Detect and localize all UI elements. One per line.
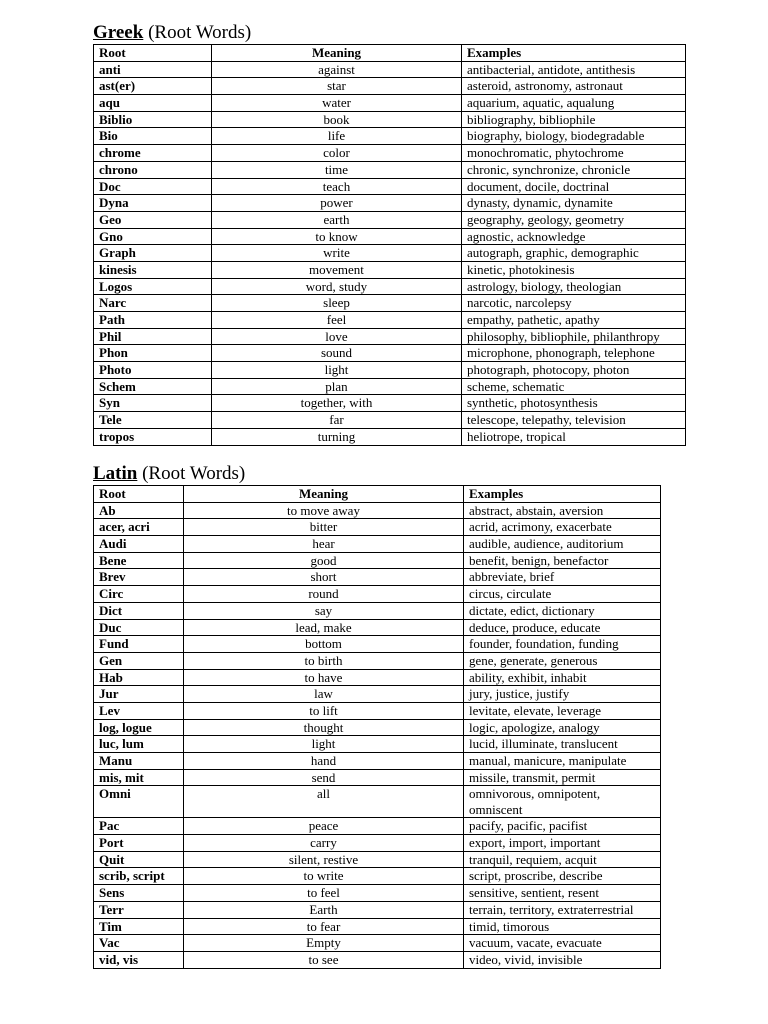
root-cell: Graph bbox=[94, 245, 212, 262]
table-row bbox=[94, 261, 686, 278]
meaning-cell: far bbox=[212, 412, 462, 429]
examples-cell: deduce, produce, educate bbox=[464, 619, 661, 636]
examples-cell: monochromatic, phytochrome bbox=[462, 145, 686, 162]
greek-title-suffix: (Root Words) bbox=[143, 22, 252, 43]
table-row bbox=[94, 586, 661, 603]
root-cell: aqu bbox=[94, 95, 212, 112]
table-row bbox=[94, 211, 686, 228]
table-row bbox=[94, 769, 661, 786]
table-header-row bbox=[94, 45, 686, 62]
meaning-cell: water bbox=[212, 95, 462, 112]
table-row bbox=[94, 111, 686, 128]
root-cell: chrome bbox=[94, 145, 212, 162]
table-row bbox=[94, 636, 661, 653]
root-cell: Quit bbox=[94, 851, 184, 868]
greek-section-title bbox=[93, 22, 251, 44]
meaning-cell: good bbox=[184, 552, 464, 569]
examples-cell: agnostic, acknowledge bbox=[462, 228, 686, 245]
meaning-cell: earth bbox=[212, 211, 462, 228]
examples-cell: microphone, phonograph, telephone bbox=[462, 345, 686, 362]
table-row bbox=[94, 552, 661, 569]
examples-cell: autograph, graphic, demographic bbox=[462, 245, 686, 262]
examples-cell: aquarium, aquatic, aqualung bbox=[462, 95, 686, 112]
examples-cell: document, docile, doctrinal bbox=[462, 178, 686, 195]
root-cell: Tele bbox=[94, 412, 212, 429]
root-cell: log, logue bbox=[94, 719, 184, 736]
meaning-cell: to write bbox=[184, 868, 464, 885]
root-cell: Ab bbox=[94, 502, 184, 519]
meaning-cell: star bbox=[212, 78, 462, 95]
examples-cell: audible, audience, auditorium bbox=[464, 536, 661, 553]
table-row bbox=[94, 145, 686, 162]
table-row bbox=[94, 652, 661, 669]
table-row bbox=[94, 901, 661, 918]
meaning-cell: together, with bbox=[212, 395, 462, 412]
greek-roots-table bbox=[93, 44, 686, 446]
meaning-cell: Earth bbox=[184, 901, 464, 918]
root-cell: Geo bbox=[94, 211, 212, 228]
table-row bbox=[94, 602, 661, 619]
examples-cell: founder, foundation, funding bbox=[464, 636, 661, 653]
meaning-cell: hand bbox=[184, 753, 464, 770]
meaning-cell: love bbox=[212, 328, 462, 345]
table-row bbox=[94, 428, 686, 445]
examples-cell: kinetic, photokinesis bbox=[462, 261, 686, 278]
meaning-cell: lead, make bbox=[184, 619, 464, 636]
meaning-cell: light bbox=[212, 362, 462, 379]
table-row bbox=[94, 536, 661, 553]
meaning-cell: light bbox=[184, 736, 464, 753]
root-cell: Phil bbox=[94, 328, 212, 345]
root-cell: Brev bbox=[94, 569, 184, 586]
root-cell: Terr bbox=[94, 901, 184, 918]
examples-cell: logic, apologize, analogy bbox=[464, 719, 661, 736]
table-row bbox=[94, 228, 686, 245]
table-row bbox=[94, 569, 661, 586]
root-cell: Bio bbox=[94, 128, 212, 145]
root-cell: Phon bbox=[94, 345, 212, 362]
root-cell: Hab bbox=[94, 669, 184, 686]
table-row bbox=[94, 161, 686, 178]
examples-cell: timid, timorous bbox=[464, 918, 661, 935]
examples-cell: sensitive, sentient, resent bbox=[464, 885, 661, 902]
latin-roots-table bbox=[93, 485, 661, 969]
meaning-cell: to see bbox=[184, 951, 464, 968]
meaning-cell: to have bbox=[184, 669, 464, 686]
examples-cell: synthetic, photosynthesis bbox=[462, 395, 686, 412]
table-row bbox=[94, 245, 686, 262]
meaning-cell: hear bbox=[184, 536, 464, 553]
examples-cell: antibacterial, antidote, antithesis bbox=[462, 61, 686, 78]
root-cell: Audi bbox=[94, 536, 184, 553]
examples-cell: narcotic, narcolepsy bbox=[462, 295, 686, 312]
root-cell: chrono bbox=[94, 161, 212, 178]
table-row bbox=[94, 195, 686, 212]
meaning-cell: law bbox=[184, 686, 464, 703]
table-row bbox=[94, 818, 661, 835]
examples-cell: bibliography, bibliophile bbox=[462, 111, 686, 128]
examples-cell: dictate, edict, dictionary bbox=[464, 602, 661, 619]
greek-title-language: Greek bbox=[93, 22, 144, 43]
root-cell: Manu bbox=[94, 753, 184, 770]
examples-cell: biography, biology, biodegradable bbox=[462, 128, 686, 145]
table-row bbox=[94, 519, 661, 536]
meaning-cell: plan bbox=[212, 378, 462, 395]
meaning-cell: sleep bbox=[212, 295, 462, 312]
examples-cell: lucid, illuminate, translucent bbox=[464, 736, 661, 753]
root-cell: Lev bbox=[94, 702, 184, 719]
meaning-cell: to fear bbox=[184, 918, 464, 935]
meaning-cell: time bbox=[212, 161, 462, 178]
examples-cell: missile, transmit, permit bbox=[464, 769, 661, 786]
header-meaning: Meaning bbox=[212, 45, 462, 62]
examples-cell: benefit, benign, benefactor bbox=[464, 552, 661, 569]
root-cell: Doc bbox=[94, 178, 212, 195]
meaning-cell: round bbox=[184, 586, 464, 603]
meaning-cell: carry bbox=[184, 835, 464, 852]
root-cell: Path bbox=[94, 312, 212, 329]
root-cell: kinesis bbox=[94, 261, 212, 278]
root-cell: mis, mit bbox=[94, 769, 184, 786]
meaning-cell: movement bbox=[212, 261, 462, 278]
root-cell: Sens bbox=[94, 885, 184, 902]
table-row bbox=[94, 178, 686, 195]
table-row bbox=[94, 362, 686, 379]
root-cell: Photo bbox=[94, 362, 212, 379]
examples-cell: circus, circulate bbox=[464, 586, 661, 603]
header-root: Root bbox=[94, 486, 184, 503]
meaning-cell: sound bbox=[212, 345, 462, 362]
meaning-cell: silent, restive bbox=[184, 851, 464, 868]
root-cell: vid, vis bbox=[94, 951, 184, 968]
examples-cell: heliotrope, tropical bbox=[462, 428, 686, 445]
meaning-cell: to birth bbox=[184, 652, 464, 669]
root-cell: Dyna bbox=[94, 195, 212, 212]
root-cell: tropos bbox=[94, 428, 212, 445]
meaning-cell: say bbox=[184, 602, 464, 619]
examples-cell: geography, geology, geometry bbox=[462, 211, 686, 228]
examples-cell: photograph, photocopy, photon bbox=[462, 362, 686, 379]
root-cell: Port bbox=[94, 835, 184, 852]
examples-cell: telescope, telepathy, television bbox=[462, 412, 686, 429]
root-cell: Gno bbox=[94, 228, 212, 245]
table-row bbox=[94, 835, 661, 852]
latin-title-language: Latin bbox=[93, 463, 138, 484]
table-row bbox=[94, 128, 686, 145]
latin-title-suffix: (Root Words) bbox=[137, 463, 246, 484]
meaning-cell: book bbox=[212, 111, 462, 128]
root-cell: Narc bbox=[94, 295, 212, 312]
table-row bbox=[94, 312, 686, 329]
examples-cell: tranquil, requiem, acquit bbox=[464, 851, 661, 868]
meaning-cell: bottom bbox=[184, 636, 464, 653]
examples-cell: ability, exhibit, inhabit bbox=[464, 669, 661, 686]
table-row bbox=[94, 736, 661, 753]
meaning-cell: peace bbox=[184, 818, 464, 835]
examples-cell: acrid, acrimony, exacerbate bbox=[464, 519, 661, 536]
table-row bbox=[94, 918, 661, 935]
root-cell: Schem bbox=[94, 378, 212, 395]
examples-cell: vacuum, vacate, evacuate bbox=[464, 935, 661, 952]
meaning-cell: to feel bbox=[184, 885, 464, 902]
root-cell: Logos bbox=[94, 278, 212, 295]
table-row bbox=[94, 278, 686, 295]
examples-cell: gene, generate, generous bbox=[464, 652, 661, 669]
meaning-cell: turning bbox=[212, 428, 462, 445]
root-cell: acer, acri bbox=[94, 519, 184, 536]
root-cell: Vac bbox=[94, 935, 184, 952]
root-cell: Duc bbox=[94, 619, 184, 636]
table-row bbox=[94, 851, 661, 868]
table-row bbox=[94, 868, 661, 885]
root-cell: Gen bbox=[94, 652, 184, 669]
table-row bbox=[94, 295, 686, 312]
examples-cell: pacify, pacific, pacifist bbox=[464, 818, 661, 835]
examples-cell: astrology, biology, theologian bbox=[462, 278, 686, 295]
meaning-cell: bitter bbox=[184, 519, 464, 536]
examples-cell: abstract, abstain, aversion bbox=[464, 502, 661, 519]
meaning-cell: to know bbox=[212, 228, 462, 245]
examples-cell: abbreviate, brief bbox=[464, 569, 661, 586]
examples-cell: manual, manicure, manipulate bbox=[464, 753, 661, 770]
meaning-cell: Empty bbox=[184, 935, 464, 952]
root-cell: Biblio bbox=[94, 111, 212, 128]
table-row bbox=[94, 412, 686, 429]
meaning-cell: word, study bbox=[212, 278, 462, 295]
table-row bbox=[94, 619, 661, 636]
meaning-cell: life bbox=[212, 128, 462, 145]
table-row bbox=[94, 719, 661, 736]
examples-cell: dynasty, dynamic, dynamite bbox=[462, 195, 686, 212]
table-row bbox=[94, 669, 661, 686]
root-cell: Bene bbox=[94, 552, 184, 569]
table-header-row bbox=[94, 486, 661, 503]
root-cell: ast(er) bbox=[94, 78, 212, 95]
table-row bbox=[94, 753, 661, 770]
root-cell: Circ bbox=[94, 586, 184, 603]
table-row bbox=[94, 885, 661, 902]
table-row bbox=[94, 686, 661, 703]
table-row bbox=[94, 95, 686, 112]
meaning-cell: color bbox=[212, 145, 462, 162]
examples-cell: terrain, territory, extraterrestrial bbox=[464, 901, 661, 918]
root-cell: Omni bbox=[94, 786, 184, 818]
examples-cell: levitate, elevate, leverage bbox=[464, 702, 661, 719]
table-row bbox=[94, 328, 686, 345]
table-row bbox=[94, 78, 686, 95]
meaning-cell: to move away bbox=[184, 502, 464, 519]
root-cell: luc, lum bbox=[94, 736, 184, 753]
examples-cell: export, import, important bbox=[464, 835, 661, 852]
table-row bbox=[94, 378, 686, 395]
examples-cell: scheme, schematic bbox=[462, 378, 686, 395]
meaning-cell: to lift bbox=[184, 702, 464, 719]
table-row bbox=[94, 935, 661, 952]
meaning-cell: teach bbox=[212, 178, 462, 195]
root-cell: Fund bbox=[94, 636, 184, 653]
meaning-cell: against bbox=[212, 61, 462, 78]
root-cell: scrib, script bbox=[94, 868, 184, 885]
table-row bbox=[94, 502, 661, 519]
header-root: Root bbox=[94, 45, 212, 62]
root-cell: Dict bbox=[94, 602, 184, 619]
meaning-cell: power bbox=[212, 195, 462, 212]
examples-cell: philosophy, bibliophile, philanthropy bbox=[462, 328, 686, 345]
root-cell: Syn bbox=[94, 395, 212, 412]
table-row bbox=[94, 345, 686, 362]
root-cell: Jur bbox=[94, 686, 184, 703]
examples-cell: chronic, synchronize, chronicle bbox=[462, 161, 686, 178]
latin-section-title bbox=[93, 463, 245, 485]
root-cell: anti bbox=[94, 61, 212, 78]
examples-cell: video, vivid, invisible bbox=[464, 951, 661, 968]
examples-cell: omnivorous, omnipotent, omniscent bbox=[464, 786, 661, 818]
examples-cell: script, proscribe, describe bbox=[464, 868, 661, 885]
examples-cell: empathy, pathetic, apathy bbox=[462, 312, 686, 329]
header-examples: Examples bbox=[462, 45, 686, 62]
meaning-cell: thought bbox=[184, 719, 464, 736]
examples-cell: asteroid, astronomy, astronaut bbox=[462, 78, 686, 95]
table-row bbox=[94, 395, 686, 412]
root-cell: Tim bbox=[94, 918, 184, 935]
examples-cell: jury, justice, justify bbox=[464, 686, 661, 703]
meaning-cell: all bbox=[184, 786, 464, 818]
meaning-cell: send bbox=[184, 769, 464, 786]
header-meaning: Meaning bbox=[184, 486, 464, 503]
root-cell: Pac bbox=[94, 818, 184, 835]
table-row bbox=[94, 61, 686, 78]
meaning-cell: write bbox=[212, 245, 462, 262]
header-examples: Examples bbox=[464, 486, 661, 503]
table-row bbox=[94, 951, 661, 968]
table-row bbox=[94, 702, 661, 719]
table-row bbox=[94, 786, 661, 818]
meaning-cell: short bbox=[184, 569, 464, 586]
meaning-cell: feel bbox=[212, 312, 462, 329]
